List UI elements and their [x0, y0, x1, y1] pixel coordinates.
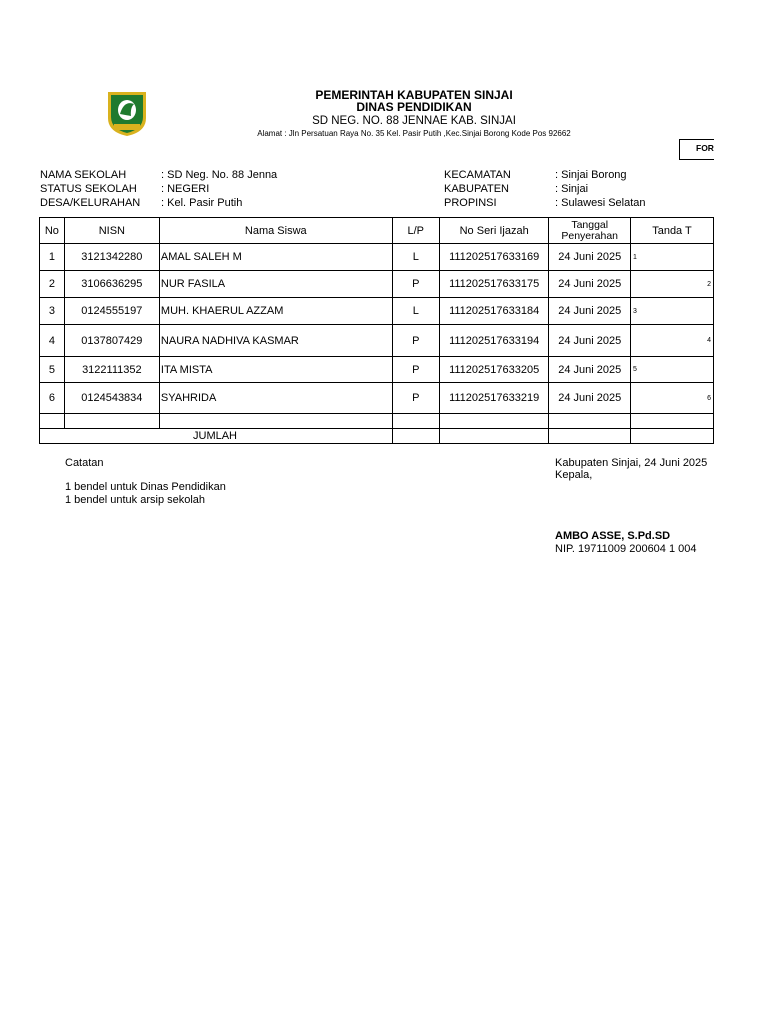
info-value-district: : Sinjai Borong: [555, 169, 627, 181]
col-header-gender: L/P: [392, 218, 439, 244]
cell-empty: [392, 429, 439, 444]
cell-diploma-serial: 111202517633169: [439, 244, 549, 271]
cell-gender: P: [392, 325, 439, 357]
cell-handover-date: 24 Juni 2025: [549, 271, 631, 298]
info-label-regency: KABUPATEN: [444, 183, 509, 195]
cell-student-name: MUH. KHAERUL AZZAM: [159, 298, 392, 325]
col-header-date-line1: Tanggal: [571, 218, 609, 231]
cell-nisn: 3122111352: [64, 357, 159, 383]
cell-student-name: NUR FASILA: [159, 271, 392, 298]
notes-line-1: 1 bendel untuk Dinas Pendidikan: [65, 481, 226, 493]
cell-no: 1: [40, 244, 65, 271]
table-empty-row: [40, 414, 714, 429]
cell-diploma-serial: 111202517633219: [439, 383, 549, 414]
cell-handover-date: 24 Juni 2025: [549, 325, 631, 357]
header-government: PEMERINTAH KABUPATEN SINJAI: [315, 88, 513, 102]
cell-nisn: 0137807429: [64, 325, 159, 357]
cell-no: 2: [40, 271, 65, 298]
table-row: [40, 325, 714, 357]
cell-nisn: 3106636295: [64, 271, 159, 298]
info-value-village: : Kel. Pasir Putih: [161, 197, 243, 209]
cell-empty: [439, 429, 549, 444]
form-code-box: [679, 139, 714, 160]
cell-diploma-serial: 111202517633175: [439, 271, 549, 298]
cell-nisn: 0124555197: [64, 298, 159, 325]
table-row: [40, 244, 714, 271]
table-row: [40, 383, 714, 414]
cell-signature: 2: [630, 271, 713, 298]
cell-handover-date: 24 Juni 2025: [549, 383, 631, 414]
signature-role: Kepala,: [555, 469, 593, 481]
col-header-diploma-serial: No Seri Ijazah: [439, 218, 549, 244]
cell-empty: [630, 429, 713, 444]
cell-gender: P: [392, 357, 439, 383]
info-value-school-status: : NEGERI: [161, 183, 210, 195]
info-label-province: PROPINSI: [444, 197, 497, 209]
info-label-school-status: STATUS SEKOLAH: [40, 183, 137, 195]
cell-diploma-serial: 111202517633184: [439, 298, 549, 325]
col-header-nisn: NISN: [64, 218, 159, 244]
header-school: SD NEG. NO. 88 JENNAE KAB. SINJAI: [312, 115, 516, 127]
cell-signature: 6: [630, 383, 713, 414]
cell-empty: [159, 414, 392, 429]
cell-diploma-serial: 111202517633205: [439, 357, 549, 383]
cell-signature: 5: [630, 357, 713, 383]
header-department: DINAS PENDIDIKAN: [356, 100, 472, 114]
cell-no: 3: [40, 298, 65, 325]
cell-empty: [549, 429, 631, 444]
cell-nisn: 3121342280: [64, 244, 159, 271]
info-label-school-name: NAMA SEKOLAH: [40, 169, 127, 181]
cell-gender: L: [392, 298, 439, 325]
cell-empty: [549, 414, 631, 429]
cell-gender: P: [392, 383, 439, 414]
cell-handover-date: 24 Juni 2025: [549, 298, 631, 325]
cell-diploma-serial: 111202517633194: [439, 325, 549, 357]
info-value-province: : Sulawesi Selatan: [555, 197, 646, 209]
col-header-signature: Tanda T: [630, 218, 713, 244]
notes-title: Catatan: [65, 457, 104, 469]
cell-empty: [40, 414, 65, 429]
table-row: [40, 357, 714, 383]
cell-empty: [439, 414, 549, 429]
table-row: [40, 271, 714, 298]
info-label-district: KECAMATAN: [444, 169, 511, 181]
cell-student-name: AMAL SALEH M: [159, 244, 392, 271]
cell-gender: P: [392, 271, 439, 298]
signature-name: AMBO ASSE, S.Pd.SD: [555, 530, 671, 542]
sinjai-regency-logo: [104, 88, 150, 138]
cell-signature: 3: [630, 298, 713, 325]
cell-student-name: SYAHRIDA: [159, 383, 392, 414]
cell-no: 4: [40, 325, 65, 357]
col-header-no: No: [40, 218, 65, 244]
cell-no: 5: [40, 357, 65, 383]
cell-signature: 1: [630, 244, 713, 271]
header-address: Alamat : Jln Persatuan Raya No. 35 Kel. Pasir Putih ,Kec.Sinjai Borong Kode Pos 92662: [257, 129, 571, 138]
col-header-handover-date: [549, 218, 631, 244]
cell-empty: [64, 414, 159, 429]
signature-nip: NIP. 19711009 200604 1 004: [555, 543, 697, 555]
form-code-label: FOR: [696, 143, 714, 153]
col-header-student-name: Nama Siswa: [159, 218, 392, 244]
cell-handover-date: 24 Juni 2025: [549, 357, 631, 383]
cell-student-name: NAURA NADHIVA KASMAR: [159, 325, 392, 357]
total-label: JUMLAH: [40, 429, 393, 444]
table-row: [40, 298, 714, 325]
cell-gender: L: [392, 244, 439, 271]
cell-nisn: 0124543834: [64, 383, 159, 414]
table-header-row: [40, 218, 714, 244]
signature-place-date: Kabupaten Sinjai, 24 Juni 2025: [555, 457, 708, 469]
cell-signature: 4: [630, 325, 713, 357]
info-label-village: DESA/KELURAHAN: [40, 197, 141, 209]
info-value-regency: : Sinjai: [555, 183, 589, 195]
notes-line-2: 1 bendel untuk arsip sekolah: [65, 494, 206, 506]
table-total-row: [40, 429, 714, 444]
cell-no: 6: [40, 383, 65, 414]
cell-student-name: ITA MISTA: [159, 357, 392, 383]
cell-empty: [630, 414, 713, 429]
col-header-date-line2: Penyerahan: [561, 229, 619, 242]
info-value-school-name: : SD Neg. No. 88 Jenna: [161, 169, 278, 181]
cell-empty: [392, 414, 439, 429]
cell-handover-date: 24 Juni 2025: [549, 244, 631, 271]
diploma-handover-table: [39, 217, 714, 444]
